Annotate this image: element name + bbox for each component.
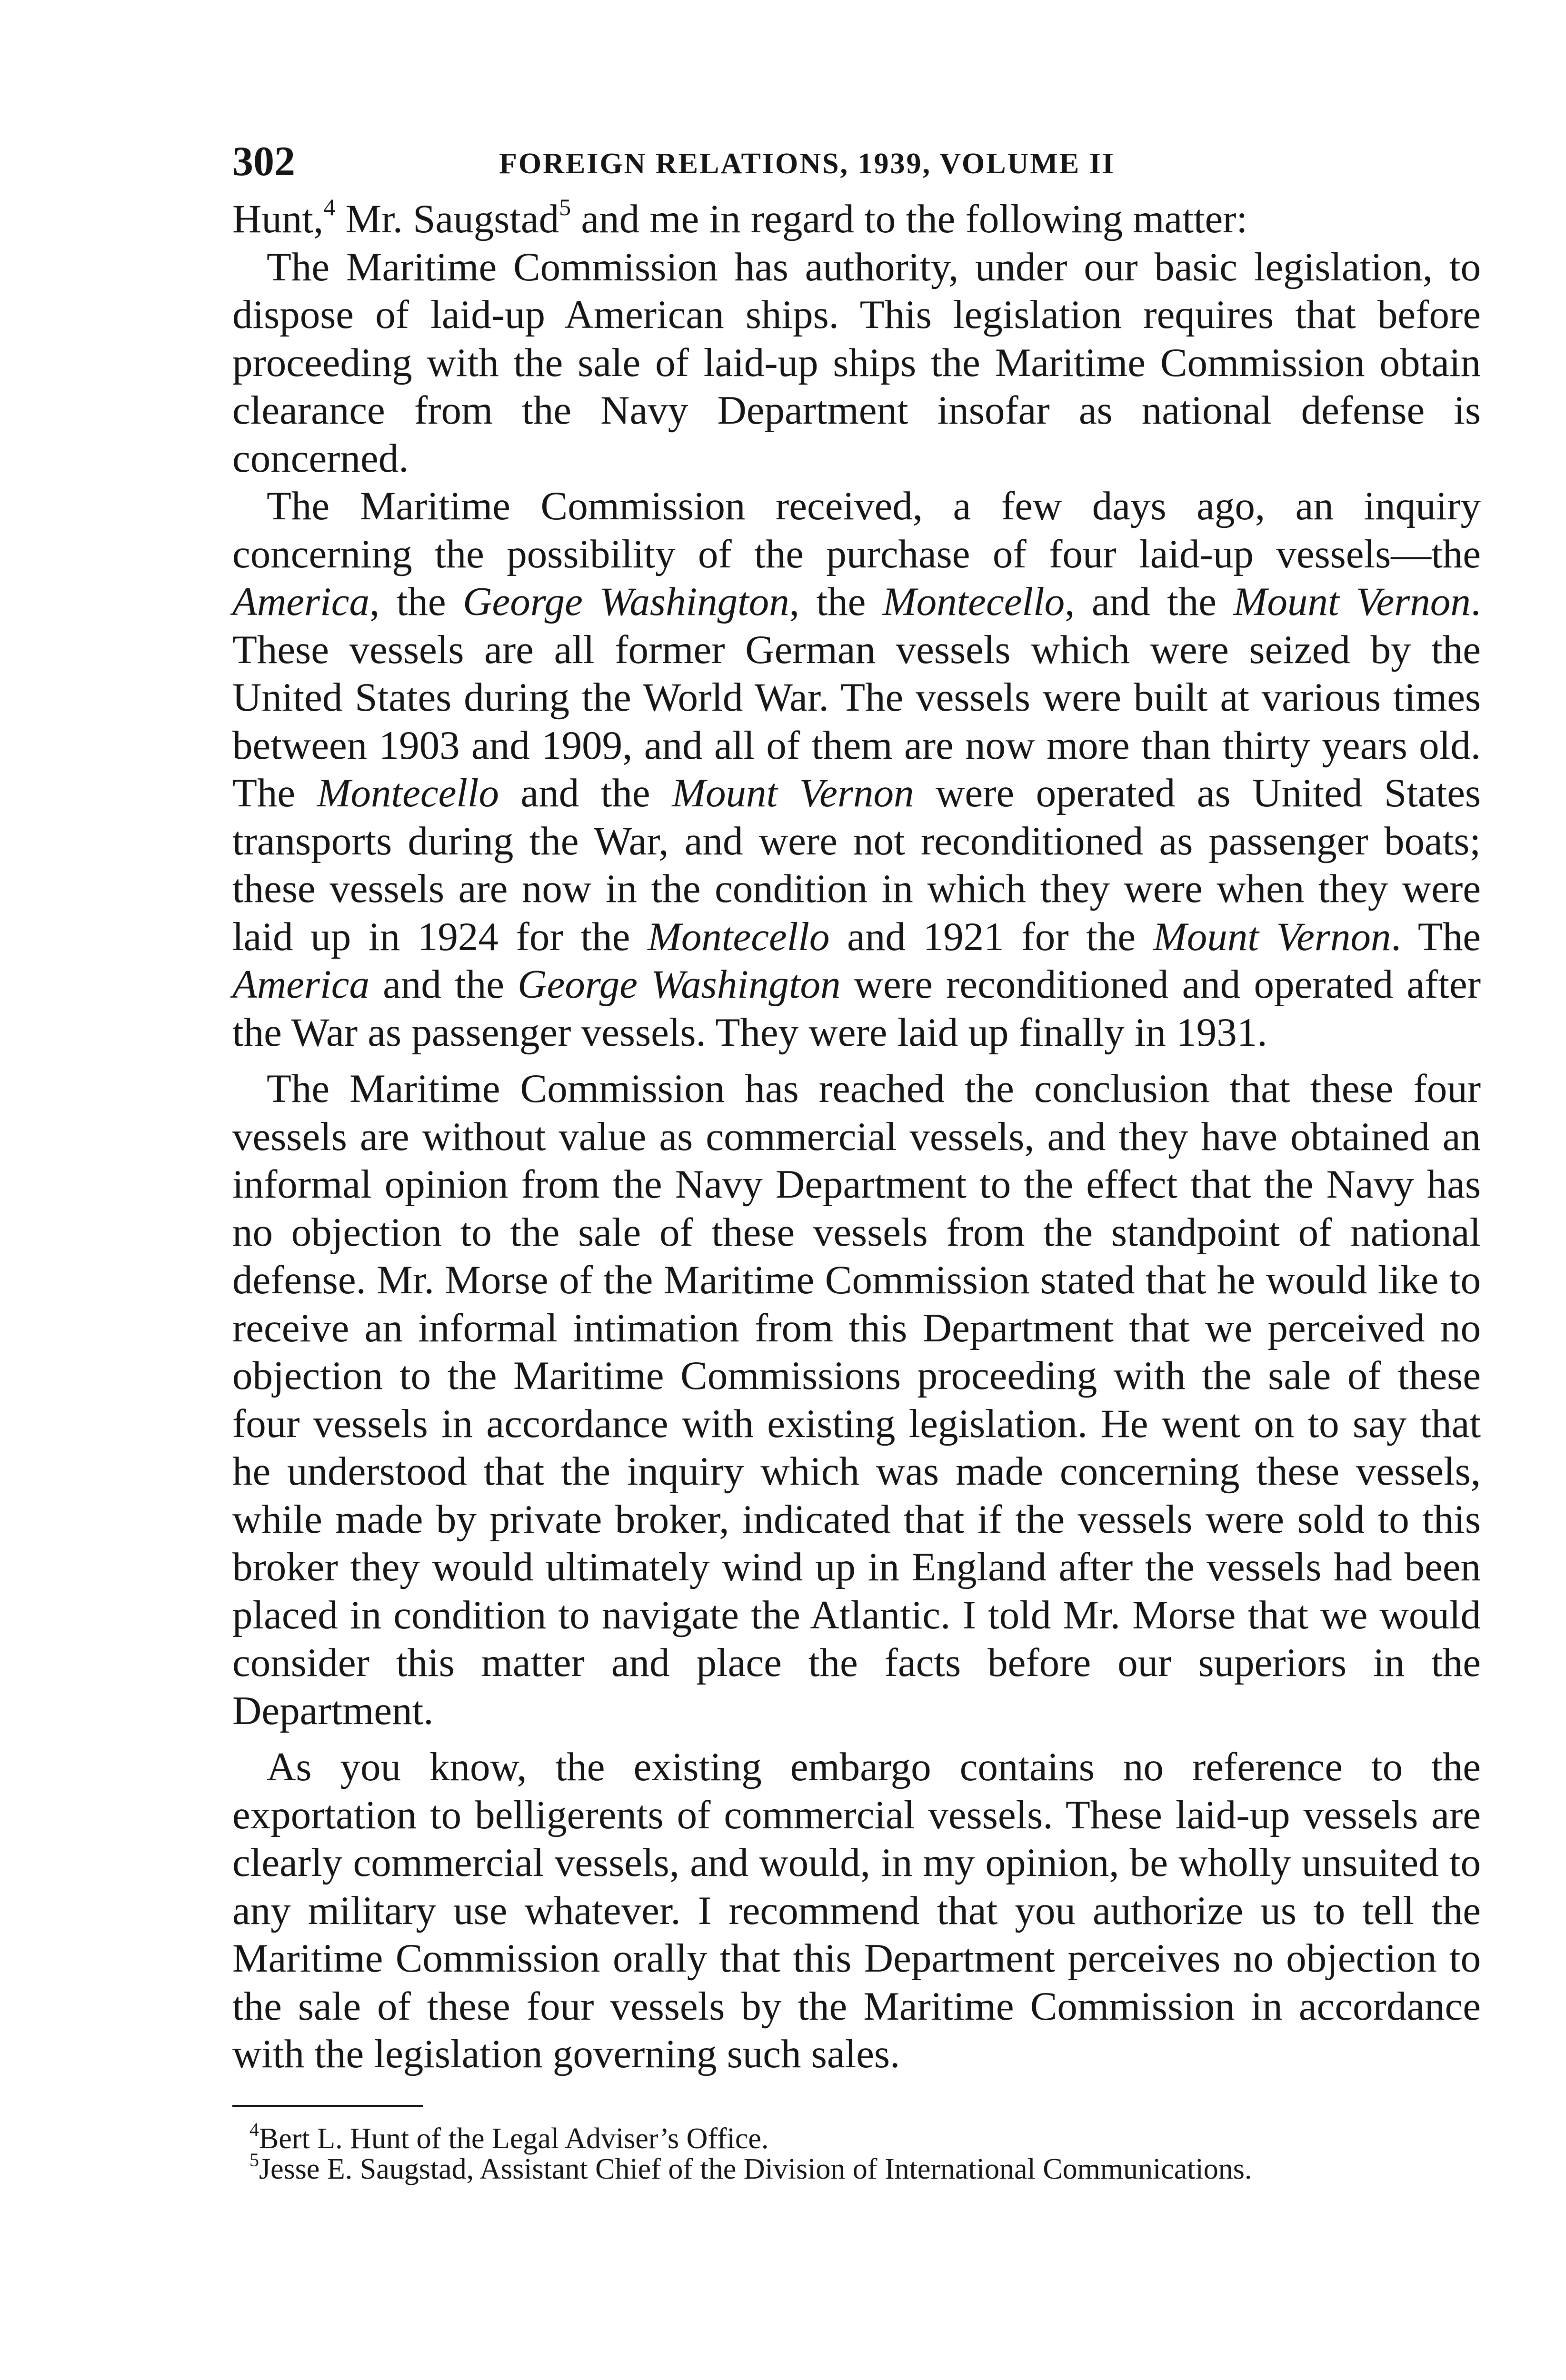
footnote-mark: 4 <box>249 2118 259 2140</box>
ship-name: America <box>232 579 369 624</box>
ship-name: Montecello <box>882 579 1065 624</box>
paragraph-recommendation <box>232 1743 1481 2078</box>
text-run: and the <box>499 771 672 815</box>
text-run: , and the <box>1065 579 1234 624</box>
footnote-ref: 4 <box>323 194 336 220</box>
body-text <box>232 195 1481 2078</box>
paragraph-commission-conclusion <box>232 1065 1481 1735</box>
text-run: Mr. Saugstad <box>335 197 559 241</box>
paragraph-vessel-inquiry <box>232 482 1481 1056</box>
page-number: 302 <box>232 139 295 185</box>
paragraph-maritime-authority <box>232 243 1481 483</box>
footnote-4 <box>232 2118 1481 2155</box>
text-run: and me in regard to the following matter: <box>571 197 1248 241</box>
text-run: and 1921 for the <box>829 914 1153 959</box>
text-run: The Maritime Commission has reached the conclusion that these four vessels are without value as commercial vessels, and they have obtained an informal opinion from the Navy Department to the effect that the Navy has no objection to the sale of these vessels from the standpoint of national defense. Mr. Morse of the Maritime Commission stated that he would like to receive an informal intimation from this Department that we perceived no objection to the Maritime Commissions proceeding with the sale of these four vessels in accordance with existing legislation. He went on to say that he understood that the inquiry which was made concerning these vessels, while made by private broker, indicated that if the vessels were sold to this broker they would ultimately wind up in England after the vessels had been placed in condition to navigate the Atlantic. I told Mr. Morse that we would consider this matter and place the facts before our superiors in the Department. <box>232 1066 1481 1733</box>
footnote-ref: 5 <box>559 194 571 220</box>
ship-name: George Washington <box>518 962 841 1007</box>
footnotes <box>232 2118 1481 2185</box>
text-run: As you know, the existing embargo contains no reference to the exportation to belligerents of commercial vessels. These laid-up vessels are clearly commercial vessels, and would, in my opinion, be wholly unsuited to any military use whatever. I recommend that you authorize us to tell the Maritime Commission orally that this Department perceives no objection to the sale of these four vessels by the Maritime Commission in accordance with the legislation governing such sales. <box>232 1745 1481 2076</box>
ship-name: Mount Vernon <box>1233 579 1471 624</box>
paragraph-opening <box>232 195 1481 243</box>
page-header <box>232 138 1481 195</box>
ship-name: Mount Vernon <box>1153 914 1391 959</box>
footnote-mark: 5 <box>249 2149 259 2171</box>
text-run: and the <box>369 962 518 1007</box>
ship-name: America <box>232 962 369 1007</box>
ship-name: George Washington <box>463 579 789 624</box>
text-run: The Maritime Commission received, a few days ago, an inquiry concerning the possibility of the purchase of four laid-up vessels—the <box>232 484 1481 576</box>
running-head: FOREIGN RELATIONS, 1939, VOLUME II <box>499 148 1115 180</box>
footnote-5 <box>232 2149 1481 2185</box>
text-run: . The <box>1391 914 1481 959</box>
footnote-divider <box>232 2105 423 2107</box>
ship-name: Montecello <box>317 771 499 815</box>
ship-name: Mount Vernon <box>672 771 914 815</box>
text-run: The Maritime Commission has authority, under our basic legislation, to dispose of laid-up American ships. This legislation requires that before proceeding with the sale of laid-up ships the Maritime Commission obtain clearance from the Navy Department insofar as national defense is concerned. <box>232 244 1481 481</box>
text-run: . These vessels are all former German vessels which were seized by the United States during the World War. The vessels were built at various times between 1903 and 1909, and all of them are now more than thirty years old. The <box>232 579 1481 815</box>
text-run: Hunt, <box>232 197 324 241</box>
footnote-text: Bert L. Hunt of the Legal Adviser’s Office. <box>259 2122 769 2155</box>
text-run: , the <box>369 579 463 624</box>
document-page <box>232 138 1481 2184</box>
text-run: were reconditioned and operated after the War as passenger vessels. They were laid up finally in 1931. <box>232 962 1481 1055</box>
text-run: , the <box>789 579 883 624</box>
footnote-text: Jesse E. Saugstad, Assistant Chief of the Division of International Communications. <box>259 2152 1252 2185</box>
ship-name: Montecello <box>648 914 830 959</box>
text-run: were operated as United States transports during the War, and were not reconditioned as passenger boats; these vessels are now in the condition in which they were when they were laid up in 1924 for the <box>232 771 1481 959</box>
